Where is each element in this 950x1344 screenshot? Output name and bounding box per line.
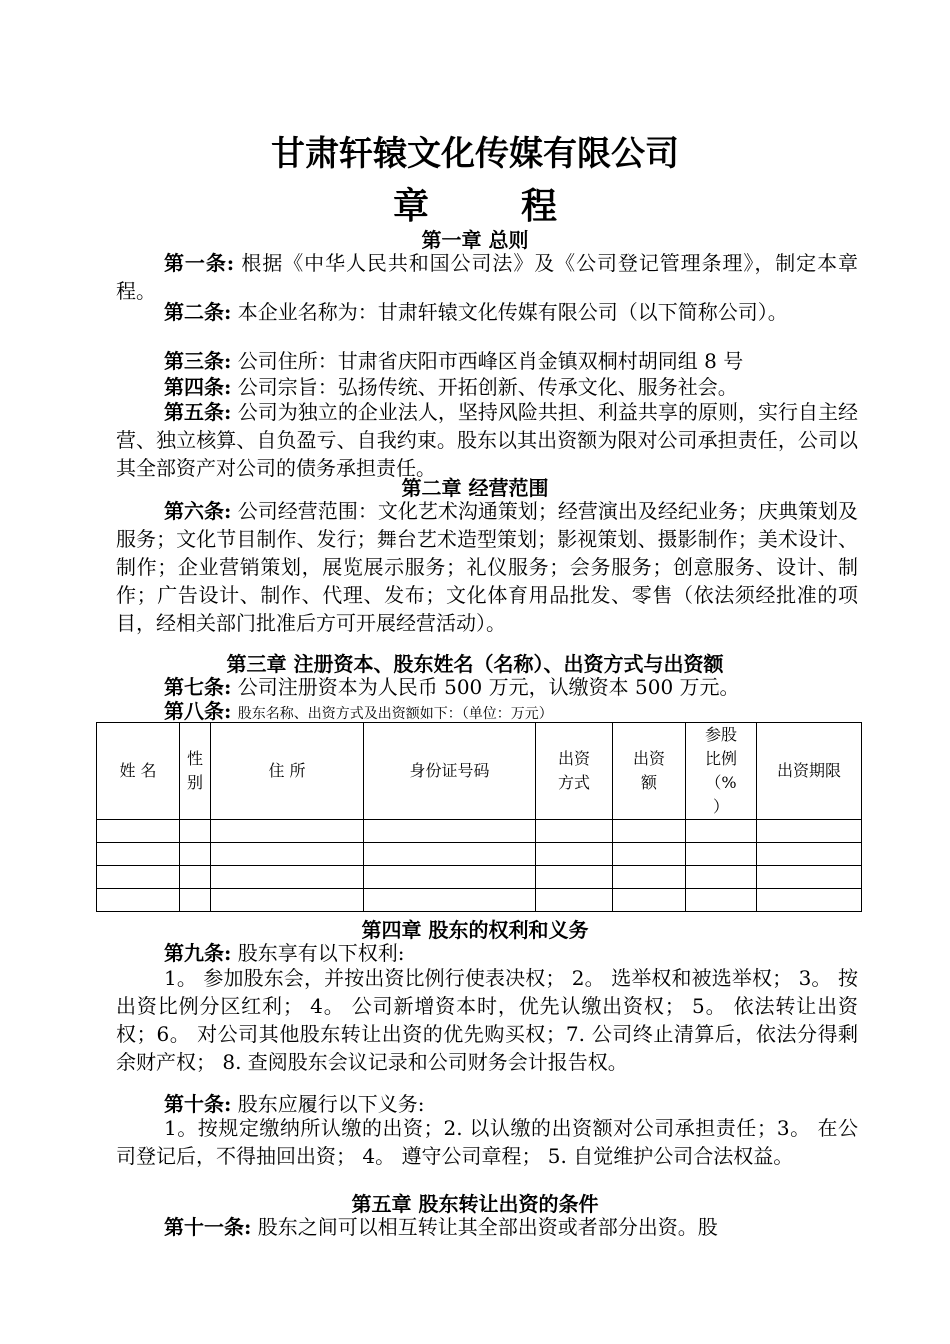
article-3-label: 第三条: — [164, 349, 232, 373]
header-residence: 住 所 — [211, 723, 364, 820]
header-gender: 性 别 — [180, 723, 211, 820]
article-5-text: 公司为独立的企业法人，坚持风险共担、利益共享的原则，实行自主经营、独立核算、自负盈亏、自我约束。股东以其出资额为限对公司承担责任，公司以其全部资产对公司的债务承担责任。 — [116, 400, 859, 480]
article-6-text: 公司经营范围：文化艺术沟通策划；经营演出及经纪业务；庆典策划及服务；文化节目制作、发行；舞台艺术造型策划；影视策划、摄影制作；美术设计、制作；企业营销策划，展览展示服务；礼仪服务；会务服务；创意服务、设计、制作；广告设计、制作、代理、发布；文化体育用品批发、零售（依法须经批准的项目，经相关部门批准后方可开展经营活动）。 — [116, 499, 859, 635]
document-subtitle: 章程 — [392, 186, 649, 227]
article-6-label: 第六条: — [164, 499, 232, 523]
header-contribution-deadline: 出资期限 — [757, 723, 862, 820]
chapter-2-heading: 第二章 经营范围 — [401, 476, 549, 500]
chapter-1-heading: 第一章 总则 — [421, 228, 529, 252]
chapter-4-heading: 第四章 股东的权利和义务 — [361, 918, 589, 942]
article-1 — [116, 249, 858, 305]
article-7-text: 公司注册资本为人民币 500 万元，认缴资本 500 万元。 — [237, 675, 740, 699]
article-1-label: 第一条: — [164, 251, 235, 275]
article-11-label: 第十一条: — [164, 1215, 252, 1239]
article-10-label: 第十条: — [164, 1092, 232, 1116]
header-contribution-method: 出资 方式 — [536, 723, 613, 820]
table-row — [97, 866, 862, 889]
article-5 — [116, 398, 858, 482]
article-9-rights-list: 1。 参加股东会，并按出资比例行使表决权； 2。 选举权和被选举权； 3。 按出资比例分区红利； 4。 公司新增资本时，优先认缴出资权； 5。 依法转让出资权；6。 对公司其他股东转让出资的优先购买权；7. 公司终止清算后，依法分得剩余财产权； 8. 查阅股东会议记录和公司财务会计报告权。 — [116, 966, 858, 1074]
company-title: 甘肃轩辕文化传媒有限公司 — [271, 134, 679, 174]
article-4 — [116, 373, 858, 401]
article-11-text: 股东之间可以相互转让其全部出资或者部分出资。股 — [257, 1215, 718, 1239]
article-2 — [116, 298, 858, 326]
article-9-text: 股东享有以下权利: — [237, 941, 405, 965]
article-4-label: 第四条: — [164, 375, 232, 399]
article-4-text: 公司宗旨：弘扬传统、开拓创新、传承文化、服务社会。 — [237, 375, 738, 399]
article-3-text: 公司住所：甘肃省庆阳市西峰区肖金镇双桐村胡同组 8 号 — [237, 349, 744, 373]
table-row — [97, 820, 862, 843]
article-2-text: 本企业名称为：甘肃轩辕文化传媒有限公司（以下简称公司）。 — [237, 300, 788, 324]
table-row — [97, 843, 862, 866]
header-share-ratio: 参股 比例 （% ） — [686, 723, 757, 820]
header-id-number: 身份证号码 — [364, 723, 536, 820]
article-7-label: 第七条: — [164, 675, 232, 699]
article-1-text: 根据《中华人民共和国公司法》及《公司登记管理条理》，制定本章程。 — [116, 251, 859, 303]
article-2-label: 第二条: — [164, 300, 232, 324]
article-9 — [116, 939, 858, 967]
article-10-text: 股东应履行以下义务: — [237, 1092, 425, 1116]
table-header-row — [97, 723, 862, 820]
header-contribution-amount: 出资 额 — [613, 723, 686, 820]
chapter-3-heading: 第三章 注册资本、股东姓名（名称）、出资方式与出资额 — [226, 652, 724, 676]
header-name: 姓 名 — [97, 723, 180, 820]
shareholder-table — [96, 722, 862, 912]
article-9-label: 第九条: — [164, 941, 232, 965]
article-5-label: 第五条: — [164, 400, 232, 424]
article-10-obligations-list: 1。按规定缴纳所认缴的出资；2. 以认缴的出资额对公司承担责任；3。 在公司登记后，不得抽回出资； 4。 遵守公司章程； 5. 自觉维护公司合法权益。 — [116, 1116, 858, 1168]
article-8-label: 第八条: — [164, 699, 232, 723]
article-8-text: 股东名称、出资方式及出资额如下：（单位：万元） — [237, 706, 553, 722]
article-6 — [116, 497, 858, 637]
table-row — [97, 889, 862, 912]
chapter-5-heading: 第五章 股东转让出资的条件 — [351, 1192, 599, 1216]
article-3 — [116, 347, 858, 375]
article-11 — [116, 1213, 858, 1241]
